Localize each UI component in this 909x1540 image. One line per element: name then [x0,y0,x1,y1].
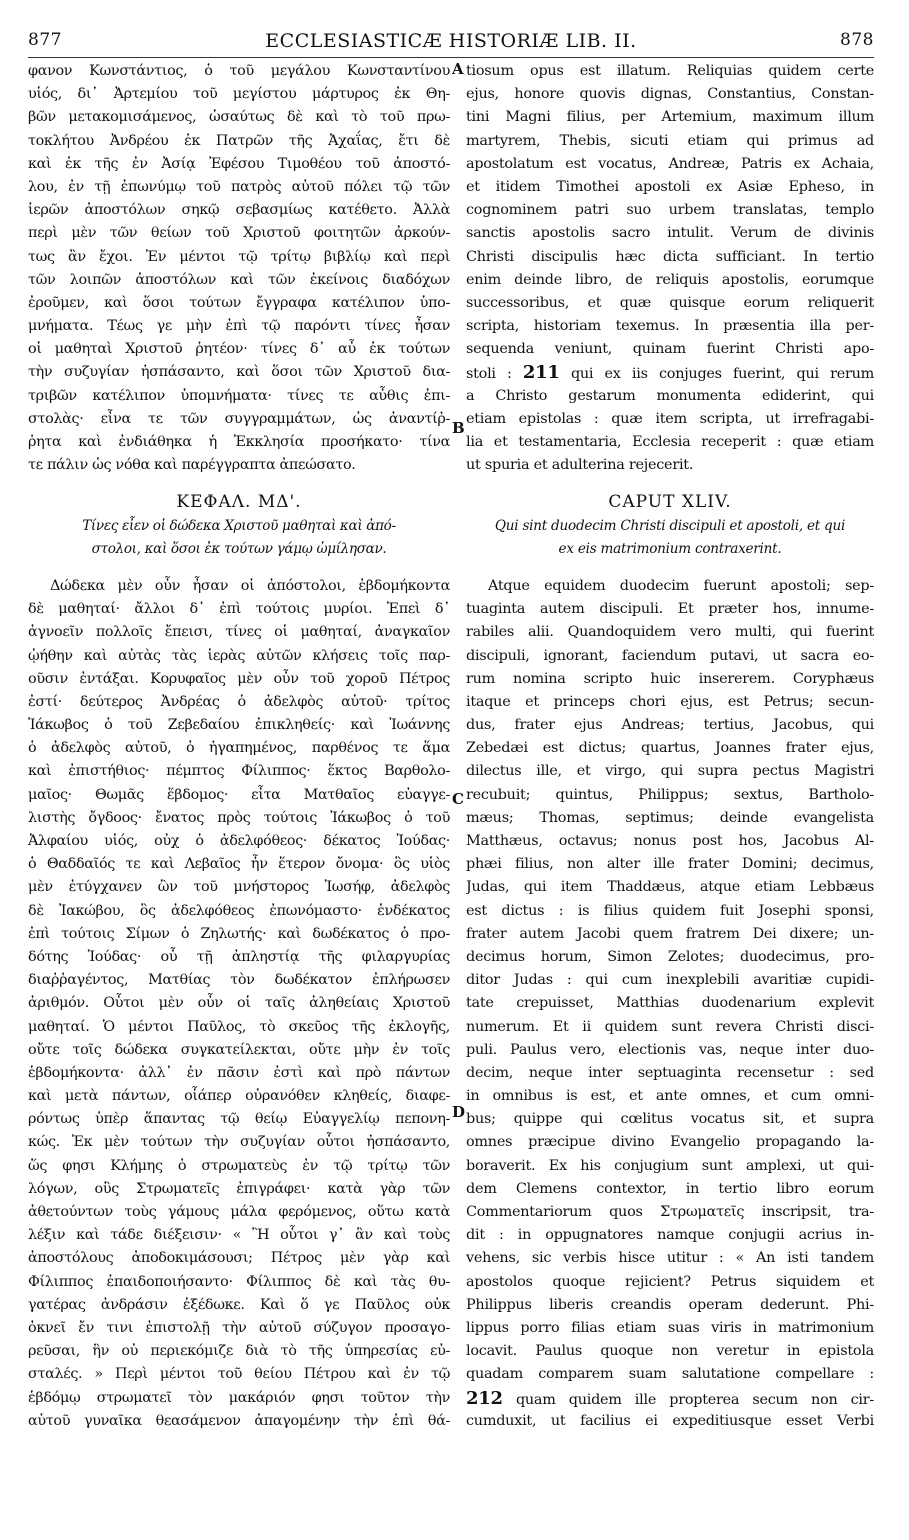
text-line: numerum. Et ii quidem sunt revera Christi disci- [466,1018,874,1035]
text-line: ἑβδόμῳ στρωματεῖ τὸν μακάριόν φησι τοῦτον τὴν [28,1389,450,1406]
text-line: δὲ μαθηταί· ἄλλοι δ᾽ ἐπὶ τούτοις μυρίοι. Ἐπεὶ δ᾽ [28,601,450,618]
margin-letter-a: A [452,60,464,78]
text-line: a Christo gestarum monumenta ediderint, qui [466,387,874,404]
spacer [466,561,874,575]
spacer [28,561,450,575]
text-line: recubuit; quintus, Philippus; sextus, Bartholo- [466,786,874,803]
text-line: dit : in oppugnatores namque conjugii acrius in- [466,1227,874,1244]
margin-letter-b: B [452,419,465,437]
text-line: etiam epistolas : quæ item scripta, ut irrefragabi- [466,410,874,427]
text-line: sequenda veniunt, quinam fuerint Christi apo- [466,341,874,358]
text-line: διαῤῥαγέντος, Ματθίας τὸν δωδέκατον ἐπλήρωσεν [28,972,450,989]
text-line: ἀριθμόν. Οὗτοι μὲν οὖν οἱ ταῖς ἀληθείαις Χριστοῦ [28,995,450,1012]
text-line: Judas, qui item Thaddæus, atque etiam Lebbæus [466,879,874,896]
text-line: Philippus liberis creandis operam dederunt. Phi- [466,1296,874,1313]
text-line: rabiles alii. Quandoquidem vero multi, qui fuerint [466,624,874,641]
text-line: locavit. Paulus quoque non veretur in epistola [466,1343,874,1360]
spacer [466,477,874,491]
text-line: ρεῦσαι, ἣν οὐ περιεκόμιζε διὰ τὸ τῆς ὑπηρεσίας εὐ- [28,1343,450,1360]
text-line: ἑβδομήκοντα· ἀλλ᾽ ἐν πᾶσιν ἐστὶ καὶ πρὸ πάντων [28,1064,450,1081]
text-line: ᾠήθην καὶ αὐτὰς τὰς ἱερὰς αὐτῶν κλήσεις τοῖς παρ- [28,647,450,664]
text-line: dem Clemens contextor, in tertio libro eorum [466,1180,874,1197]
text-line: lippus porro filias etiam suas viris in matrimonium [466,1319,874,1336]
text-line: τῶν λοιπῶν ἀποστόλων καὶ τῶν ἐκείνοις διαδόχων [28,271,450,288]
text-line: bus; quippe qui cœlitus vocatus sit, et supra [466,1111,874,1128]
text-line: ὥς φησι Κλήμης ὁ στρωματεὺς ἐν τῷ τρίτῳ τῶν [28,1157,450,1174]
text-line: μαῖος· Θωμᾶς ἕβδομος· εἶτα Ματθαῖος εὐαγγε- [28,786,450,803]
text-line: discipuli, ignorant, faciendum putavi, ut sacra eo- [466,647,874,664]
text-line: enim deinde libro, de reliquis apostolis, eorumque [466,271,874,288]
text-line: vehens, sic verbis hisce utitur : « An isti tandem [466,1250,874,1267]
text-line: ἐπὶ τούτοις Σίμων ὁ Ζηλωτής· καὶ δωδέκατος ὁ προ- [28,925,450,942]
text-line: ῥητα καὶ ἐνδιάθηκα ἡ Ἐκκλησία προσήκατο· τίνα [28,434,450,450]
text-line: quadam comparem suam salutatione compellare : [466,1366,874,1383]
chapter-subtitle-latin: Qui sint duodecim Christi discipuli et apostoli, et qui [494,517,846,534]
text-line: καὶ ἐπιστήθιος· πέμπτος Φίλιππος· ἕκτος Βαρθολο- [28,763,450,780]
text-line: ὁ Θαδδαῖός τε καὶ Λεβαῖος ἦν ἕτερον ὄνομα· ὃς υἱὸς [28,856,450,873]
margin-letter-c: C [452,790,464,808]
text-line: ἐστί· δεύτερος Ἀνδρέας ὁ ἀδελφὸς αὐτοῦ· τρίτος [28,693,450,710]
text-line: tuaginta autem discipuli. Et præter hos, innume- [466,601,874,618]
text-line: Matthæus, octavus; nonus post hos, Jacobus Al- [466,833,874,849]
latin-column [466,60,874,1433]
text-line: οὔτε τοῖς δώδεκα συγκατείλεκται, οὔτε μὴν ἐν τοῖς [28,1041,450,1058]
text-line: υἱός, δι᾽ Ἀρτεμίου τοῦ μεγίστου μάρτυρος ἐκ Θη- [28,86,450,103]
text-line: μαθηταί. Ὁ μέντοι Παῦλος, τὸ σκεῦος τῆς ἐκλογῆς, [28,1018,450,1035]
text-line: Φίλιππος ἐπαιδοποιήσαντο· Φίλιππος δὲ καὶ τὰς θυ- [28,1273,450,1290]
text-line: λου, ἐν τῇ ἐπωνύμῳ τοῦ πατρὸς αὐτοῦ πόλει τῷ τῶν [28,178,450,195]
text-line: tini Magni filius, per Artemium, maximum illum [466,109,874,126]
text-line: ἀγνοεῖν πολλοῖς ἔπεισι, τίνες οἱ μαθηταί, ἀναγκαῖον [28,624,450,641]
text-line [466,1387,874,1410]
text-line: γατέρας ἀνδράσιν ἐξέδωκε. Καὶ ὅ γε Παῦλος οὐκ [28,1296,450,1313]
page-reference: 211 [522,362,560,384]
running-head [28,30,874,56]
text-line: ὁ ἀδελφὸς αὐτοῦ, ὁ ἠγαπημένος, παρθένος τε ἅμα [28,740,450,757]
text-line: λέξιν καὶ τάδε διέξεισιν· « Ἢ οὗτοι γ᾽ ἂν καὶ τοὺς [28,1227,450,1244]
text-line: ἐροῦμεν, καὶ ὅσοι τούτων ἔγγραφα κατέλιπον ὑπο- [28,294,450,311]
text-line: οἱ μαθηταὶ Χριστοῦ ῥητέον· τίνες δ᾽ αὖ ἐκ τούτων [28,341,450,358]
text-line: καὶ ἐκ τῆς ἐν Ἀσίᾳ Ἐφέσου Τιμοθέου τοῦ ἀποστό- [28,155,450,172]
greek-column [28,60,450,1433]
text-line: cognominem patri suo urbem translatas, templo [466,202,874,219]
text-line: tate crepuisset, Matthias duodenarium explevit [466,995,874,1012]
text-line: martyrem, Thebis, sicuti etiam qui primus ad [466,132,874,149]
text-line: ὀκνεῖ ἔν τινι ἐπιστολῇ τὴν αὐτοῦ σύζυγον προσαγο- [28,1319,450,1336]
text-line: in omnibus is est, et ante omnes, et cum omni- [466,1088,874,1105]
text-line: αὑτοῦ γυναῖκα θεασάμενον ἀπαγομένην τὴν ἐπὶ θά- [28,1412,450,1429]
text-line: φανον Κωνστάντιος, ὁ τοῦ μεγάλου Κωνσταντίνου [28,63,450,79]
chapter-subtitle-latin: ex eis matrimonium contraxerint. [558,540,782,557]
text-line: mæus; Thomas, septimus; deinde evangelista [466,809,874,826]
text-line: lia et testamentaria, Ecclesia receperit : quæ etiam [466,434,874,450]
text-line: κώς. Ἐκ μὲν τούτων τὴν συζυγίαν οὗτοι ἠσπάσαντο, [28,1134,450,1151]
text-line: Ἀλφαίου υἱός, οὐχ ὁ ἀδελφόθεος· δέκατος Ἰούδας· [28,833,450,849]
text-line: est dictus : is filius quidem fuit Josephi sponsi, [466,902,874,919]
text-line: cumduxit, ut facilius ei expeditiusque esset Verbi [466,1412,874,1429]
text-line: et itidem Timothei apostoli ex Asiæ Epheso, in [466,178,874,195]
text-line: στολὰς· εἶνα τε τῶν συγγραμμάτων, ὡς ἀναντίῤ- [28,410,450,427]
text-line: frater autem Jacobi quem fratrem Dei dixere; un- [466,925,874,942]
text-line: περὶ μὲν τῶν θείων τοῦ Χριστοῦ φοιτητῶν ἀρκούν- [28,225,450,242]
text-line: τως ἂν ἔχοι. Ἐν μέντοι τῷ τρίτῳ βιβλίῳ καὶ περὶ [28,248,450,265]
text-line: puli. Paulus vero, electionis vas, neque inter duo- [466,1041,874,1058]
page-number-left: 877 [28,30,62,50]
text-line: ditor Judas : qui cum inexplebili avaritiæ cupidi- [466,972,874,989]
text-line: phæi filius, non alter ille frater Domini; decimus, [466,856,874,873]
text-line: successoribus, et quæ quisque eorum reliquerit [466,294,874,311]
text-line: οῦσιν ἐντάξαι. Κορυφαῖος μὲν οὖν τοῦ χοροῦ Πέτρος [28,670,450,687]
text-line: δότης Ἰούδας· οὗ τῇ ἀπληστίᾳ τῆς φιλαργυρίας [28,948,450,965]
text-line: ut spuria et adulterina rejecerit. [466,457,694,474]
text-line: Commentariorum quos Στρωματεῖς inscripsit, tra- [466,1204,874,1220]
text-line: itaque et princeps chori ejus, est Petrus; secun- [466,693,874,710]
text-line: decimus horum, Simon Zelotes; duodecimus, pro- [466,948,874,965]
text-line: λιστὴς ὄγδοος· ἔνατος πρὸς τούτοις Ἰάκωβος ὁ τοῦ [28,809,450,826]
text-line: καὶ μετὰ πάντων, οἷάπερ οὐρανόθεν κληθείς, διαφε- [28,1088,450,1105]
header-rule [28,57,874,58]
text-line [466,361,874,384]
chapter-heading-latin: CAPUT XLIV. [608,492,732,513]
text-line: τε πάλιν ὡς νόθα καὶ παρέγγραπτα ἀπεώσατο. [28,457,356,474]
text-line: τοκλήτου Ἀνδρέου ἐκ Πατρῶν τῆς Ἀχαΐας, ἔτι δὲ [28,132,450,149]
text-line: dilectus ille, et virgo, qui supra pectus Magistri [466,763,874,780]
chapter-heading-greek: ΚΕΦΑΛ. ΜΔ'. [176,492,302,513]
text-line: apostolatum est vocatus, Andreæ, Patris ex Achaia, [466,155,874,172]
text-line: decim, neque inter septuaginta recensetur : sed [466,1064,874,1081]
text-line: μὲν ἐτύγχανεν ὢν τοῦ μνήστορος Ἰωσήφ, ἀδελφὸς [28,879,450,896]
text-line: dus, frater ejus Andreas; tertius, Jacobus, qui [466,717,874,734]
text-line: δὲ Ἰακώβου, ὃς ἀδελφόθεος ἐπωνόμαστο· ἑνδέκατος [28,902,450,919]
text-line: βῶν μετακομισάμενος, ὡσαύτως δὲ καὶ τὸ τοῦ πρω- [28,109,450,126]
text-line: λόγων, οὓς Στρωματεῖς ἐπιγράφει· κατὰ γὰρ τῶν [28,1180,450,1197]
text-line: ρόντως ὑπὲρ ἅπαντας τῷ θείῳ Εὐαγγελίῳ πεπονη- [28,1111,450,1128]
text-fragment: qui ex iis conjuges fuerint, qui rerum [570,366,874,383]
chapter-subtitle-greek: Τίνες εἶεν οἱ δώδεκα Χριστοῦ μαθηταὶ καὶ ἀπό- [82,517,396,534]
text-line: sanctis apostolis sacro intulit. Verum de divinis [466,225,874,242]
text-line: apostolos quoque rejicient? Petrus siquidem et [466,1273,874,1290]
text-line: tiosum opus est illatum. Reliquias quidem certe [466,63,874,79]
text-line: τὴν συζυγίαν ἠσπάσαντο, καὶ ὅσοι τῶν Χριστοῦ δια- [28,364,450,381]
text-line: omnes præcipue divino Evangelio propagando la- [466,1134,874,1151]
text-line: Δώδεκα μὲν οὖν ἦσαν οἱ ἀπόστολοι, ἑβδομήκοντα [50,577,450,594]
text-fragment: stoli : [466,366,512,383]
running-title: ECCLESIASTICÆ HISTORIÆ LIB. II. [265,30,637,52]
text-line: ejus, honore quovis dignas, Constantius, Constan- [466,86,874,103]
page-number-right: 878 [840,30,874,50]
text-line: σταλές. » Περὶ μέντοι τοῦ θείου Πέτρου καὶ ἐν τῷ [28,1366,450,1383]
text-line: Ἰάκωβος ὁ τοῦ Ζεβεδαίου ἐπικληθείς· καὶ Ἰωάννης [28,717,450,734]
text-line: ἀθετούντων τοὺς γάμους μάλα φερόμενος, οὕτω κατὰ [28,1204,450,1220]
text-line: ἀποστόλους ἀποδοκιμάσουσι; Πέτρος μὲν γὰρ καὶ [28,1250,450,1267]
text-line: rum nomina scripto huic insererem. Coryphæus [466,670,874,687]
text-line: Zebedæi est dictus; quartus, Joannes frater ejus, [466,740,874,757]
spacer [28,477,450,491]
text-line: τριβῶν κατέλιπον ὑπομνήματα· τίνες τε αὖθις ἐπι- [28,387,450,404]
text-line: μνήματα. Τέως γε μὴν ἐπὶ τῷ παρόντι τίνες ἦσαν [28,318,450,335]
text-line: Christi discipulis hæc dicta sufficiant. In tertio [466,248,874,265]
text-line: scripta, historiam texemus. In præsentia illa per- [466,318,874,335]
chapter-subtitle-greek: στολοι, καὶ ὅσοι ἐκ τούτων γάμῳ ὡμίλησαν. [91,540,387,557]
text-line: Atque equidem duodecim fuerunt apostoli; sep- [488,577,874,594]
margin-letter-d: D [452,1103,466,1121]
text-line: boraverit. Ex his conjugium sunt amplexi, ut qui- [466,1157,874,1174]
text-fragment: quam quidem ille propterea secum non cir- [515,1391,874,1408]
page-reference: 212 [466,1387,503,1409]
text-line: ἱερῶν ἀποστόλων σηκῷ σεβασμίως κατέθετο. Ἀλλὰ [28,202,450,219]
